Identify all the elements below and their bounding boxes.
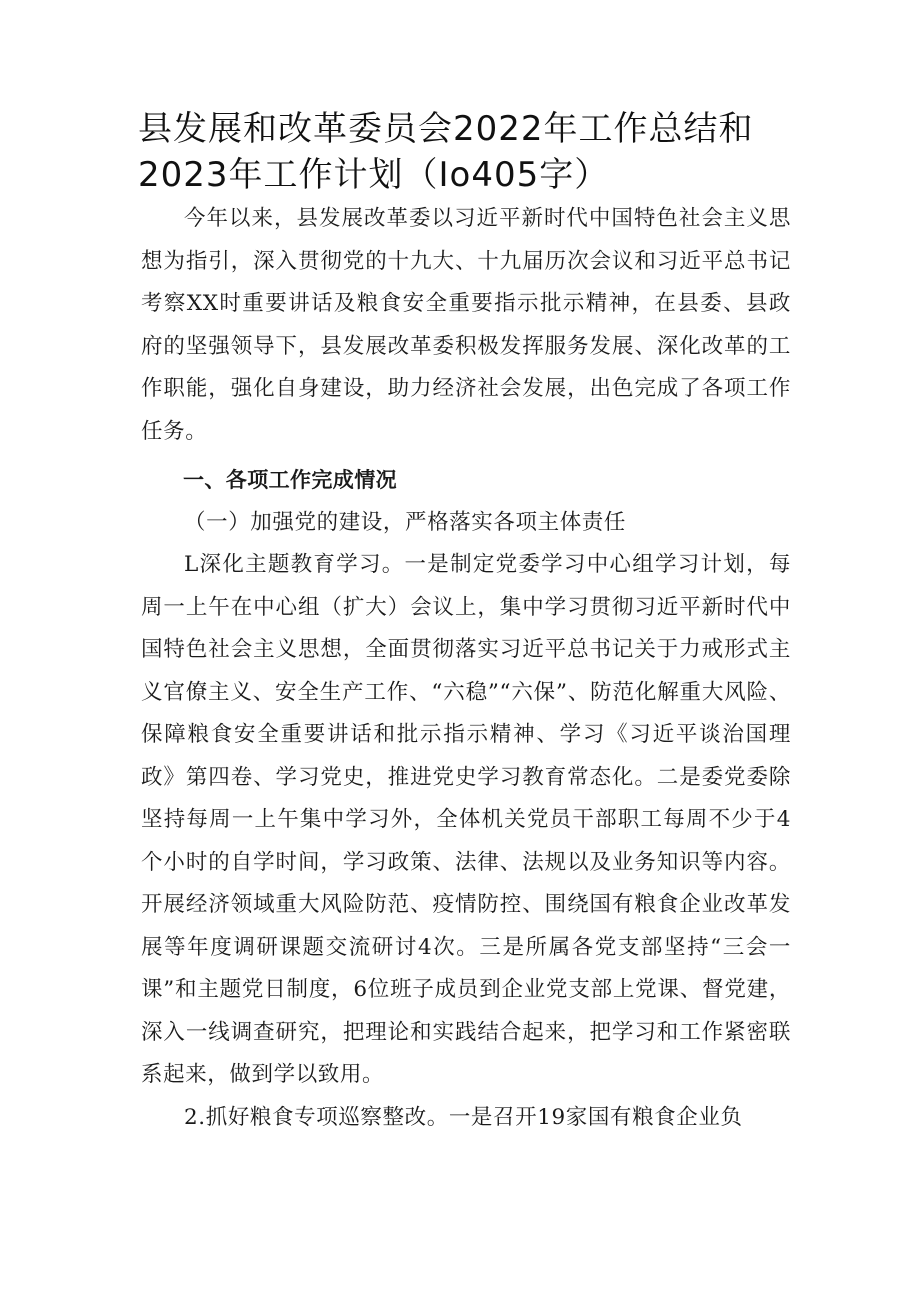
item-paragraph-1: L深化主题教育学习。一是制定党委学习中心组学习计划，每周一上午在中心组（扩大）会议上，集中学习贯彻习近平新时代中国特色社会主义思想，全面贯彻落实习近平总书记关于力戒形式主义官僚主义、安全生产工作、“六稳”“六保”、防范化解重大风险、保障粮食安全重要讲话和批示指示精神、学习《习近平谈治国理政》第四卷、学习党史，推进党史学习教育常态化。二是委党委除坚持每周一上午集中学习外，全体机关党员干部职工每周不少于4个小时的自学时间，学习政策、法律、法规以及业务知识等内容。开展经济领域重大风险防范、疫情防控、围绕国有粮食企业改革发展等年度调研课题交流研讨4次。三是所属各党支部坚持“三会一课”和主题党日制度，6位班子成员到企业党支部上党课、督党建，深入一线调查研究，把理论和实践结合起来，把学习和工作紧密联系起来，做到学以致用。 xyxy=(141,552,791,1087)
intro-paragraph: 今年以来，县发展改革委以习近平新时代中国特色社会主义思想为指引，深入贯彻党的十九大、十九届历次会议和习近平总书记考察XX时重要讲话及粮食安全重要指示批示精神，在县委、县政府的坚强领导下，县发展改革委积极发挥服务发展、深化改革的工作职能，强化自身建设，助力经济社会发展，出色完成了各项工作任务。 xyxy=(141,206,791,444)
document-title xyxy=(138,106,798,198)
title-line-1: 县发展和改革委员会2022年工作总结和 xyxy=(138,109,754,149)
item-paragraph-2: 2.抓好粮食专项巡察整改。一是召开19家国有粮食企业负 xyxy=(184,1104,743,1130)
section-heading: 一、各项工作完成情况 xyxy=(183,468,397,492)
document-body xyxy=(141,198,791,1139)
subsection-heading: （一）加强党的建设，严格落实各项主体责任 xyxy=(184,509,627,535)
title-line-2: 2023年工作计划（Io405字） xyxy=(138,155,610,195)
